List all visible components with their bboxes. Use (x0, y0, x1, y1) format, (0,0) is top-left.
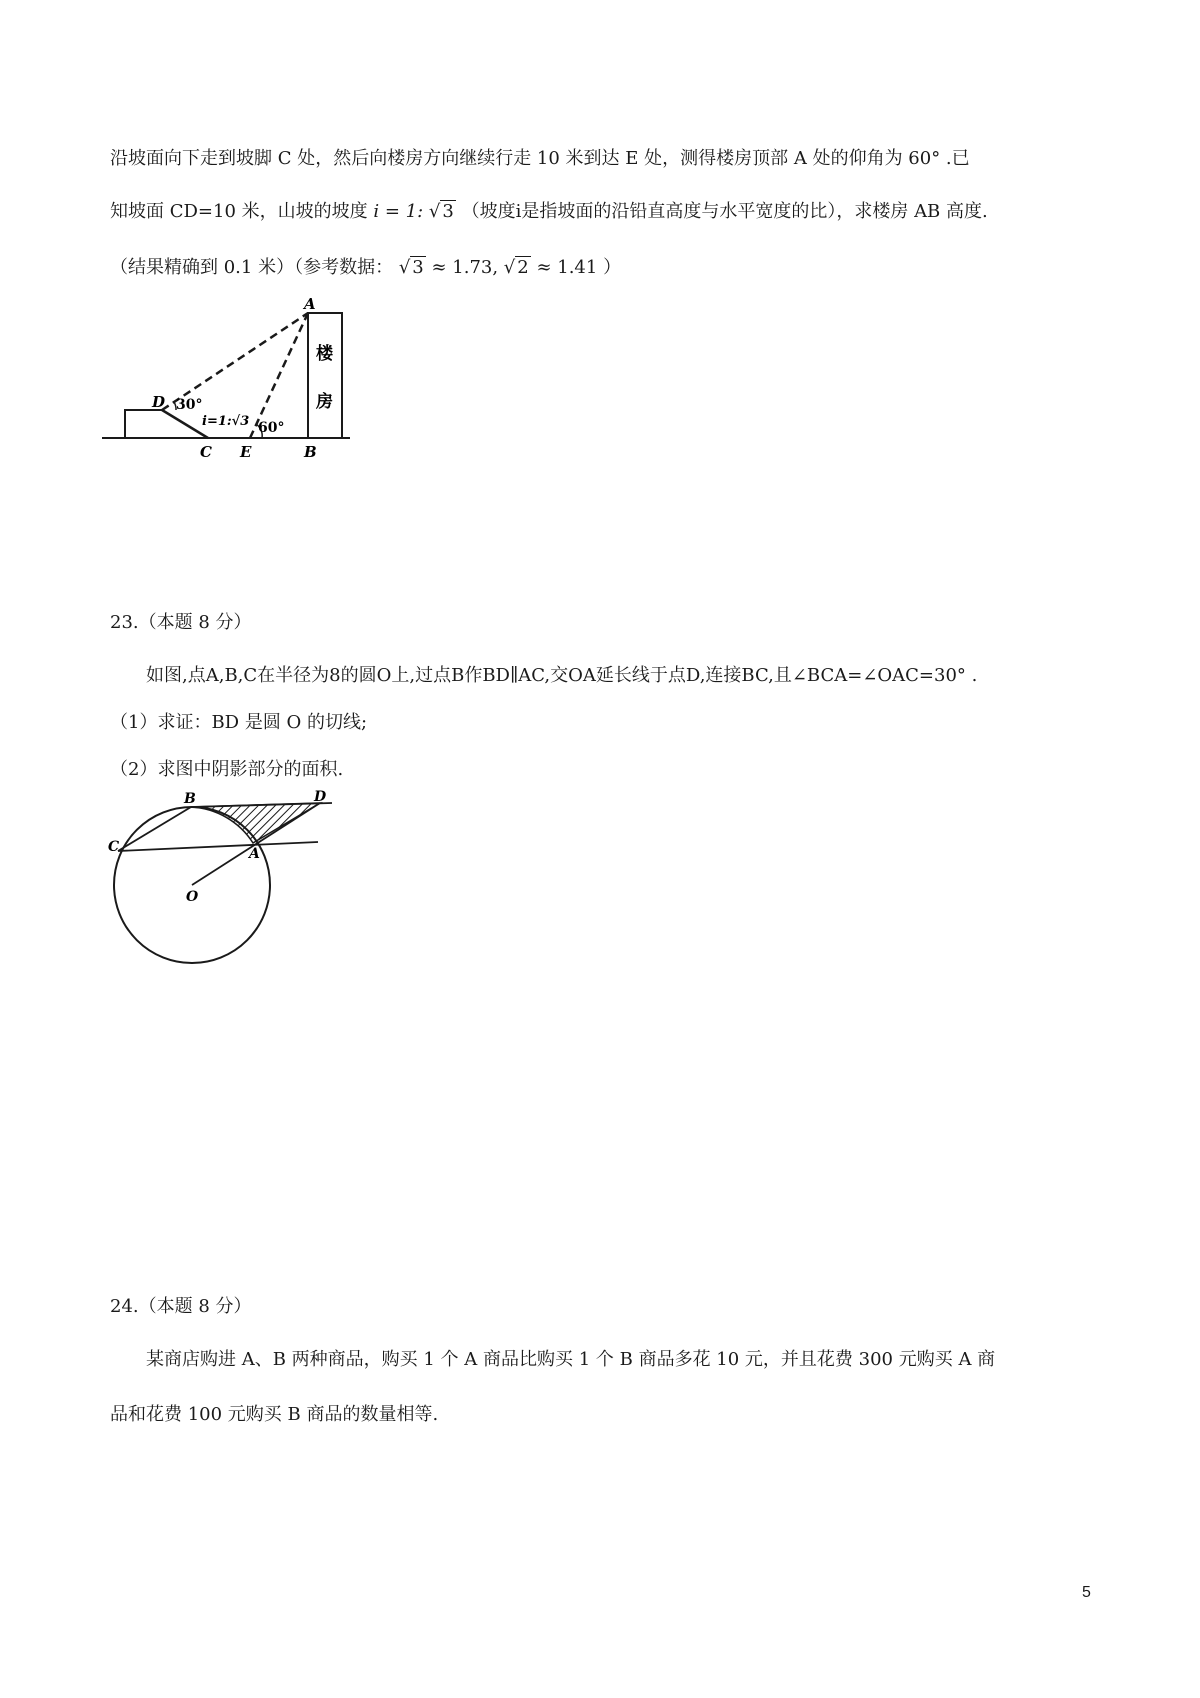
slope-formula-lhs: i = 1: (373, 201, 429, 222)
page-number: 5 (1082, 1584, 1091, 1601)
problem24-line-1 (146, 1347, 995, 1373)
problem23-question-2-text: （2）求图中阴影部分的面积. (110, 759, 344, 780)
problem23-question-1 (110, 710, 367, 736)
building-label-2: 房 (316, 392, 333, 412)
label-a: A (249, 846, 260, 862)
problem24-line-2 (110, 1402, 438, 1428)
slope-label: i=1:√3 (202, 414, 250, 429)
precision-note: （结果精确到 0.1 米）（参考数据： (110, 257, 394, 278)
problem24-line-1-text: 某商店购进 A、B 两种商品，购买 1 个 A 商品比购买 1 个 B 商品多花 10 元，并且花费 300 元购买 A 商 (146, 1349, 996, 1370)
sqrt-radicand: 3 (442, 201, 454, 222)
label-c: C (200, 443, 212, 461)
problem24-heading (110, 1294, 252, 1320)
sqrt-3-value: ≈ 1.73, (425, 257, 504, 278)
problem23-stem-text: 如图,点A,B,C在半径为8的圆O上,过点B作BD∥AC,交OA延长线于点D,连接BC,且∠BCA=∠OAC=30° . (146, 665, 978, 686)
angle-label-e: 60° (258, 420, 285, 436)
problem24-heading-text: 24.（本题 8 分） (110, 1296, 252, 1317)
slope-formula (373, 201, 455, 222)
label-d: D (314, 789, 327, 805)
slope-variable: i (515, 201, 522, 222)
label-b: B (304, 443, 317, 461)
sqrt-3-radicand: 3 (412, 257, 424, 278)
reference-data (399, 257, 598, 278)
label-c: C (108, 839, 120, 855)
building-label-1: 楼 (316, 344, 333, 364)
chord-cb (118, 807, 191, 851)
label-b: B (184, 791, 196, 807)
problem22-line-2 (110, 199, 988, 225)
circle-tangent-figure (100, 785, 350, 985)
label-e: E (240, 443, 252, 461)
problem24-line-2-text: 品和花费 100 元购买 B 商品的数量相等. (110, 1404, 439, 1425)
sqrt-2: √ 2 (503, 257, 529, 278)
problem22-line-2-text: 知坡面 CD=10 米，山坡的坡度 (110, 201, 368, 222)
reference-close: ） (603, 257, 622, 278)
problem22-line-3 (110, 255, 621, 281)
problem23-question-1-text: （1）求证：BD 是圆 O 的切线; (110, 712, 368, 733)
building-slope-figure (100, 295, 380, 470)
sqrt-2-value: ≈ 1.41 (530, 257, 598, 278)
problem22-line-1 (110, 146, 970, 172)
problem23-heading (110, 610, 252, 636)
sqrt-symbol: √ 3 (428, 201, 454, 222)
slope-definition-open: （坡度 (461, 201, 516, 222)
angle-label-d: 30° (176, 397, 203, 413)
problem23-stem (146, 663, 977, 689)
hill-platform (125, 410, 162, 438)
sqrt-2-radicand: 2 (517, 257, 529, 278)
sqrt-3: √ 3 (398, 257, 424, 278)
label-o: O (186, 889, 199, 905)
label-a: A (304, 295, 316, 313)
problem22-line-2-tail: 是指坡面的沿铅直高度与水平宽度的比），求楼房 AB 高度. (521, 201, 988, 222)
building (308, 313, 342, 438)
problem22-line-1-text: 沿坡面向下走到坡脚 C 处，然后向楼房方向继续行走 10 米到达 E 处，测得楼房顶部 A 处的仰角为 60° .已 (110, 148, 970, 169)
problem23-question-2 (110, 757, 343, 783)
problem23-heading-text: 23.（本题 8 分） (110, 612, 252, 633)
line-ca (118, 842, 318, 851)
label-d: D (152, 393, 166, 411)
